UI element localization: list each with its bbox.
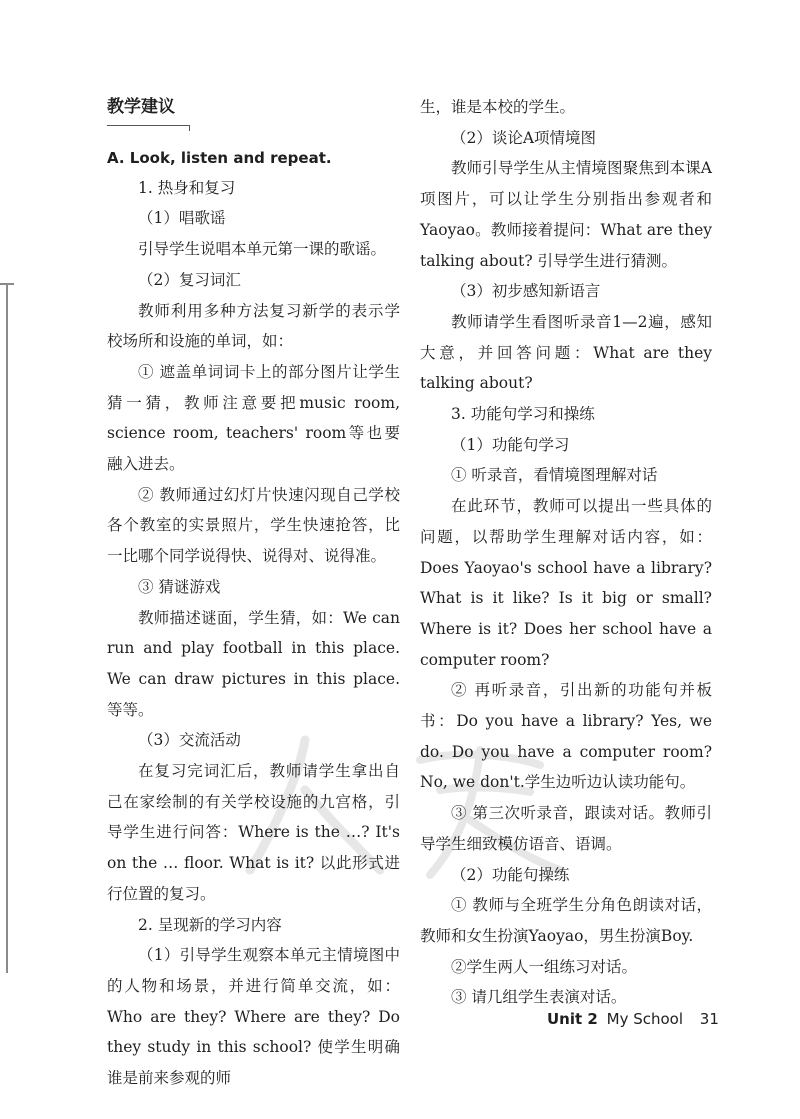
paragraph: （1）引导学生观察本单元主情境图中的人物和场景，并进行简单交流，如：Who are they? Where are they? Do they study in this school? 使学生明确谁是前来参观的师	[107, 946, 400, 1088]
page-footer	[547, 1008, 719, 1030]
margin-binding-tick	[0, 283, 14, 285]
paragraph: （2）谈论A项情境图	[451, 128, 597, 147]
paragraph: （1）功能句学习	[451, 435, 570, 454]
paragraph: （3）初步感知新语言	[451, 282, 601, 301]
left-column	[107, 92, 400, 1094]
paragraph: （3）交流活动	[138, 731, 241, 750]
paragraph: 引导学生说唱本单元第一课的歌谣。	[138, 240, 387, 259]
paragraph: ① 遮盖单词词卡上的部分图片让学生猜一猜，教师注意要把music room, science room, teachers' room等也要融入进去。	[107, 362, 400, 474]
paragraph: （2）功能句操练	[451, 865, 570, 884]
section-title-underline	[107, 125, 189, 127]
paragraph: ③ 第三次听录音，跟读对话。教师引导学生细致模仿语音、语调。	[420, 804, 712, 853]
paragraph: 教师引导学生从主情境图聚焦到本课A项图片，可以让学生分别指出参观者和Yaoyao。教师接着提问：What are they talking about? 引导学生进行猜测。	[420, 159, 712, 270]
paragraph: ③ 请几组学生表演对话。	[451, 988, 627, 1007]
right-column	[420, 92, 712, 1013]
paragraph: ① 教师与全班学生分角色朗读对话，教师和女生扮演Yaoyao，男生扮演Boy.	[420, 896, 712, 945]
section-title: 教学建议	[107, 97, 175, 117]
paragraph: 教师请学生看图听录音1—2遍，感知大意，并回答问题：What are they talking about?	[420, 312, 712, 393]
paragraph: 在此环节，教师可以提出一些具体的问题，以帮助学生理解对话内容，如：Does Yaoyao's school have a library? What is it like? Is it big or small? Where is it? Does her school have a computer room?	[420, 497, 712, 669]
paragraph: ②学生两人一组练习对话。	[451, 957, 638, 976]
paragraph: （1）唱歌谣	[138, 209, 226, 228]
paragraph: 教师描述谜面，学生猜，如：We can run and play football in this place. We can draw pictures in this place. 等等。	[107, 608, 400, 719]
paragraph: 生，谁是本校的学生。	[420, 98, 576, 116]
paragraph: 在复习完词汇后，教师请学生拿出自己在家绘制的有关学校设施的九宫格，引导学生进行问答：Where is the …? It's on the … floor. What is it? 以此形式进行位置的复习。	[107, 762, 400, 903]
margin-binding-line	[6, 283, 8, 973]
paragraph: 3. 功能句学习和操练	[451, 405, 595, 424]
paragraph: ① 听录音，看情境图理解对话	[451, 466, 658, 485]
paragraph: 教师利用多种方法复习新学的表示学校场所和设施的单词，如：	[107, 301, 400, 351]
footer-topic: My School	[606, 1010, 684, 1028]
paragraph: ③ 猜谜游戏	[138, 577, 221, 596]
page-number: 31	[699, 1010, 719, 1028]
paragraph: 1. 热身和复习	[138, 178, 236, 197]
paragraph: ② 再听录音，引出新的功能句并板书：Do you have a library? Yes, we do. Do you have a computer room? No, we don't.学生边听边认读功能句。	[420, 681, 712, 792]
footer-unit: Unit 2	[547, 1010, 598, 1028]
subheading: A. Look, listen and repeat.	[107, 148, 332, 167]
paragraph: 2. 呈现新的学习内容	[138, 915, 282, 934]
paragraph: （2）复习词汇	[138, 270, 241, 289]
paragraph: ② 教师通过幻灯片快速闪现自己学校各个教室的实景照片，学生快速抢答，比一比哪个同学说得快、说得对、说得准。	[107, 485, 400, 566]
